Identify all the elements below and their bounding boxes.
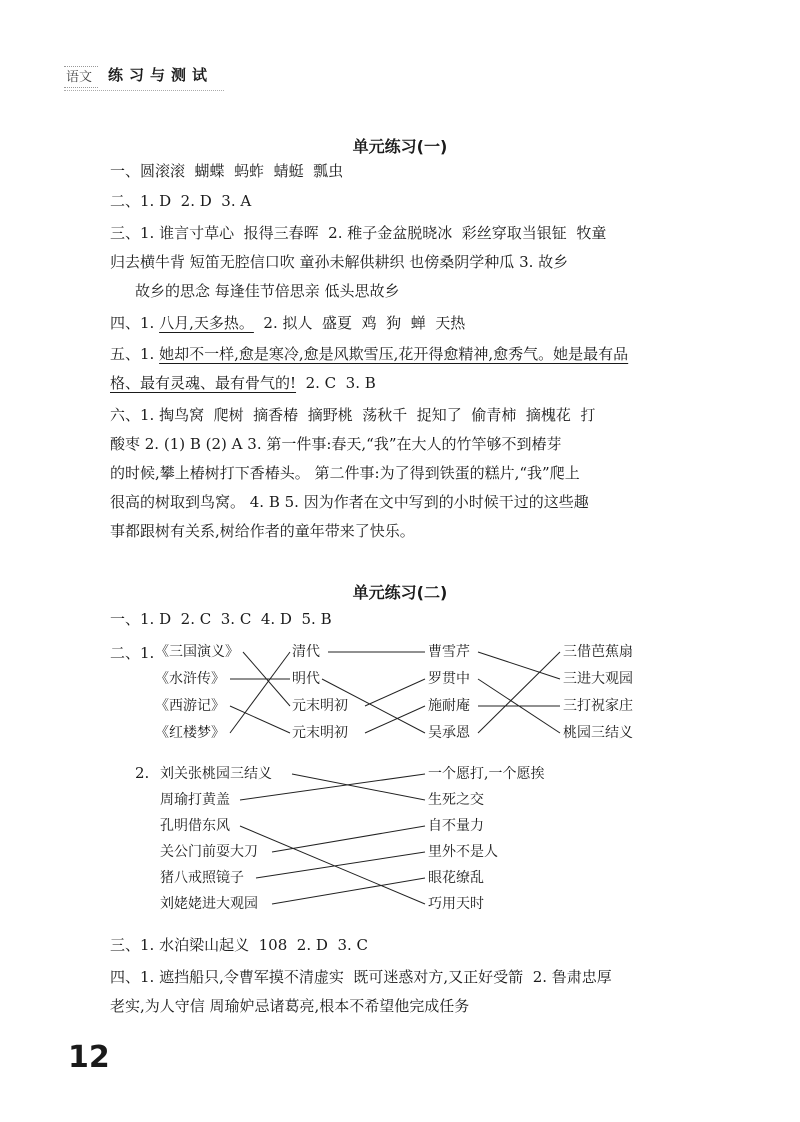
u2-q3-text: 1. 水泊梁山起义 108 2. D 3. C [140,936,368,954]
u1-q6-text-1: 1. 掏鸟窝 爬树 摘香椿 摘野桃 荡秋千 捉知了 偷青柿 摘槐花 打 [140,406,596,424]
u1-q2-num: 二、 [110,192,141,210]
era-2: 明代 [292,671,320,687]
story-1: 三借芭蕉扇 [563,644,633,660]
u1-q1-text: 圆滚滚 蝴蝶 蚂蚱 蜻蜓 瓢虫 [140,162,344,180]
u2-q4-line1 [110,966,612,988]
u2-q4-num: 四、 [110,968,141,986]
idiom-1: 一个愿打,一个愿挨 [428,766,545,782]
u1-q1-num: 一、 [110,162,141,180]
u2-q4-line2: 老实,为人守信 周瑜妒忌诸葛亮,根本不希望他完成任务 [110,997,470,1015]
link-era2-author3 [322,679,425,733]
link-era3-author2 [365,679,425,706]
story-2: 三进大观园 [563,671,633,687]
link-phrase2-idiom1 [240,774,425,800]
u1-q5-a: 1. [140,345,160,363]
u1-q5-underlined-1: 她却不一样,愈是寒冷,愈是风欺雪压,花开得愈精神,愈秀气。她是最有品 [159,345,629,363]
subject-label: 语文 [66,70,93,85]
era-4: 元末明初 [292,725,348,741]
link-phrase1-idiom2 [292,774,425,800]
phrase-2: 周瑜打黄盖 [160,792,230,808]
link-author4-story1 [478,652,560,733]
page-number: 12 [68,1040,110,1075]
u2-q4-text-1: 1. 遮挡船只,令曹军摸不清虚实 既可迷惑对方,又正好受箭 2. 鲁肃忠厚 [140,968,612,986]
book-1: 《三国演义》 [155,644,239,660]
book-3: 《西游记》 [155,698,225,714]
u2-q3-num: 三、 [110,936,141,954]
story-3: 三打祝家庄 [563,698,633,714]
author-4: 吴承恩 [428,725,470,741]
u1-q4-num: 四、 [110,314,141,332]
link-phrase3-idiom6 [240,826,425,904]
unit1-title: 单元练习(一) [352,137,448,156]
story-4: 桃园三结义 [563,725,633,741]
u2-q2-part1: 1. [140,644,155,662]
phrase-5: 猪八戒照镜子 [160,870,244,886]
author-1: 曹雪芹 [428,644,470,660]
unit2-title: 单元练习(二) [352,583,448,602]
phrase-1: 刘关张桃园三结义 [160,766,272,782]
era-1: 清代 [292,644,320,660]
u1-q2-text: 1. D 2. D 3. A [140,192,252,210]
author-3: 施耐庵 [428,698,470,714]
idiom-3: 自不量力 [428,818,484,834]
idiom-5: 眼花缭乱 [428,870,484,886]
u1-q6-num: 六、 [110,406,141,424]
u1-q5-num: 五、 [110,345,141,363]
u1-q5-underlined-2: 格、最有灵魂、最有骨气的! [110,374,297,392]
idiom-2: 生死之交 [428,792,484,808]
link-phrase4-idiom3 [272,826,425,852]
author-2: 罗贯中 [428,671,470,687]
link-era4-author4 [365,706,425,733]
u1-q3-num: 三、 [110,224,141,242]
link-phrase6-idiom5 [272,878,425,904]
u1-q3-text-1: 1. 谁言寸草心 报得三春晖 2. 稚子金盆脱晓冰 彩丝穿取当银钲 牧童 [140,224,607,242]
link-author1-story2 [478,652,560,679]
u1-q6-line3: 的时候,攀上椿树打下香椿头。 第二件事:为了得到铁蛋的糕片,“我”爬上 [110,464,580,482]
u1-q6-line5: 事都跟树有关系,树给作者的童年带来了快乐。 [110,522,415,540]
u1-q5-b: 2. C 3. B [296,374,376,392]
phrase-4: 关公门前耍大刀 [160,844,258,860]
u1-q3-line3: 故乡的思念 每逢佳节倍思亲 低头思故乡 [135,282,400,300]
book-2: 《水浒传》 [155,671,225,687]
link-book4-era1 [230,652,290,733]
link-book3-era4 [230,706,290,733]
u2-q1-text: 1. D 2. C 3. C 4. D 5. B [140,610,332,628]
book-4: 《红楼梦》 [155,725,225,741]
u1-q4-a: 1. [140,314,160,332]
u2-q2-num: 二、 [110,644,141,662]
u1-q3-line2: 归去横牛背 短笛无腔信口吹 童孙未解供耕织 也傍桑阴学种瓜 3. 故乡 [110,253,569,271]
idiom-4: 里外不是人 [428,844,498,860]
book-title: 练习与测试 [108,66,214,84]
phrase-6: 刘姥姥进大观园 [160,896,258,912]
link-phrase5-idiom4 [256,852,425,878]
era-3: 元末明初 [292,698,348,714]
u2-q3 [110,934,368,956]
u1-q4-underlined: 八月,天多热。 [159,314,254,332]
u2-q1-num: 一、 [110,610,141,628]
phrase-3: 孔明借东风 [160,818,230,834]
u1-q6-line2: 酸枣 2. (1) B (2) A 3. 第一件事:春天,“我”在大人的竹竿够不到椿芽 [110,435,562,453]
u1-q6-line4: 很高的树取到鸟窝。 4. B 5. 因为作者在文中写到的小时候干过的这些趣 [110,493,589,511]
u2-q2-part2: 2. [135,764,150,782]
idiom-6: 巧用天时 [428,896,484,912]
u1-q4-b: 2. 拟人 盛夏 鸡 狗 蝉 天热 [253,314,466,332]
